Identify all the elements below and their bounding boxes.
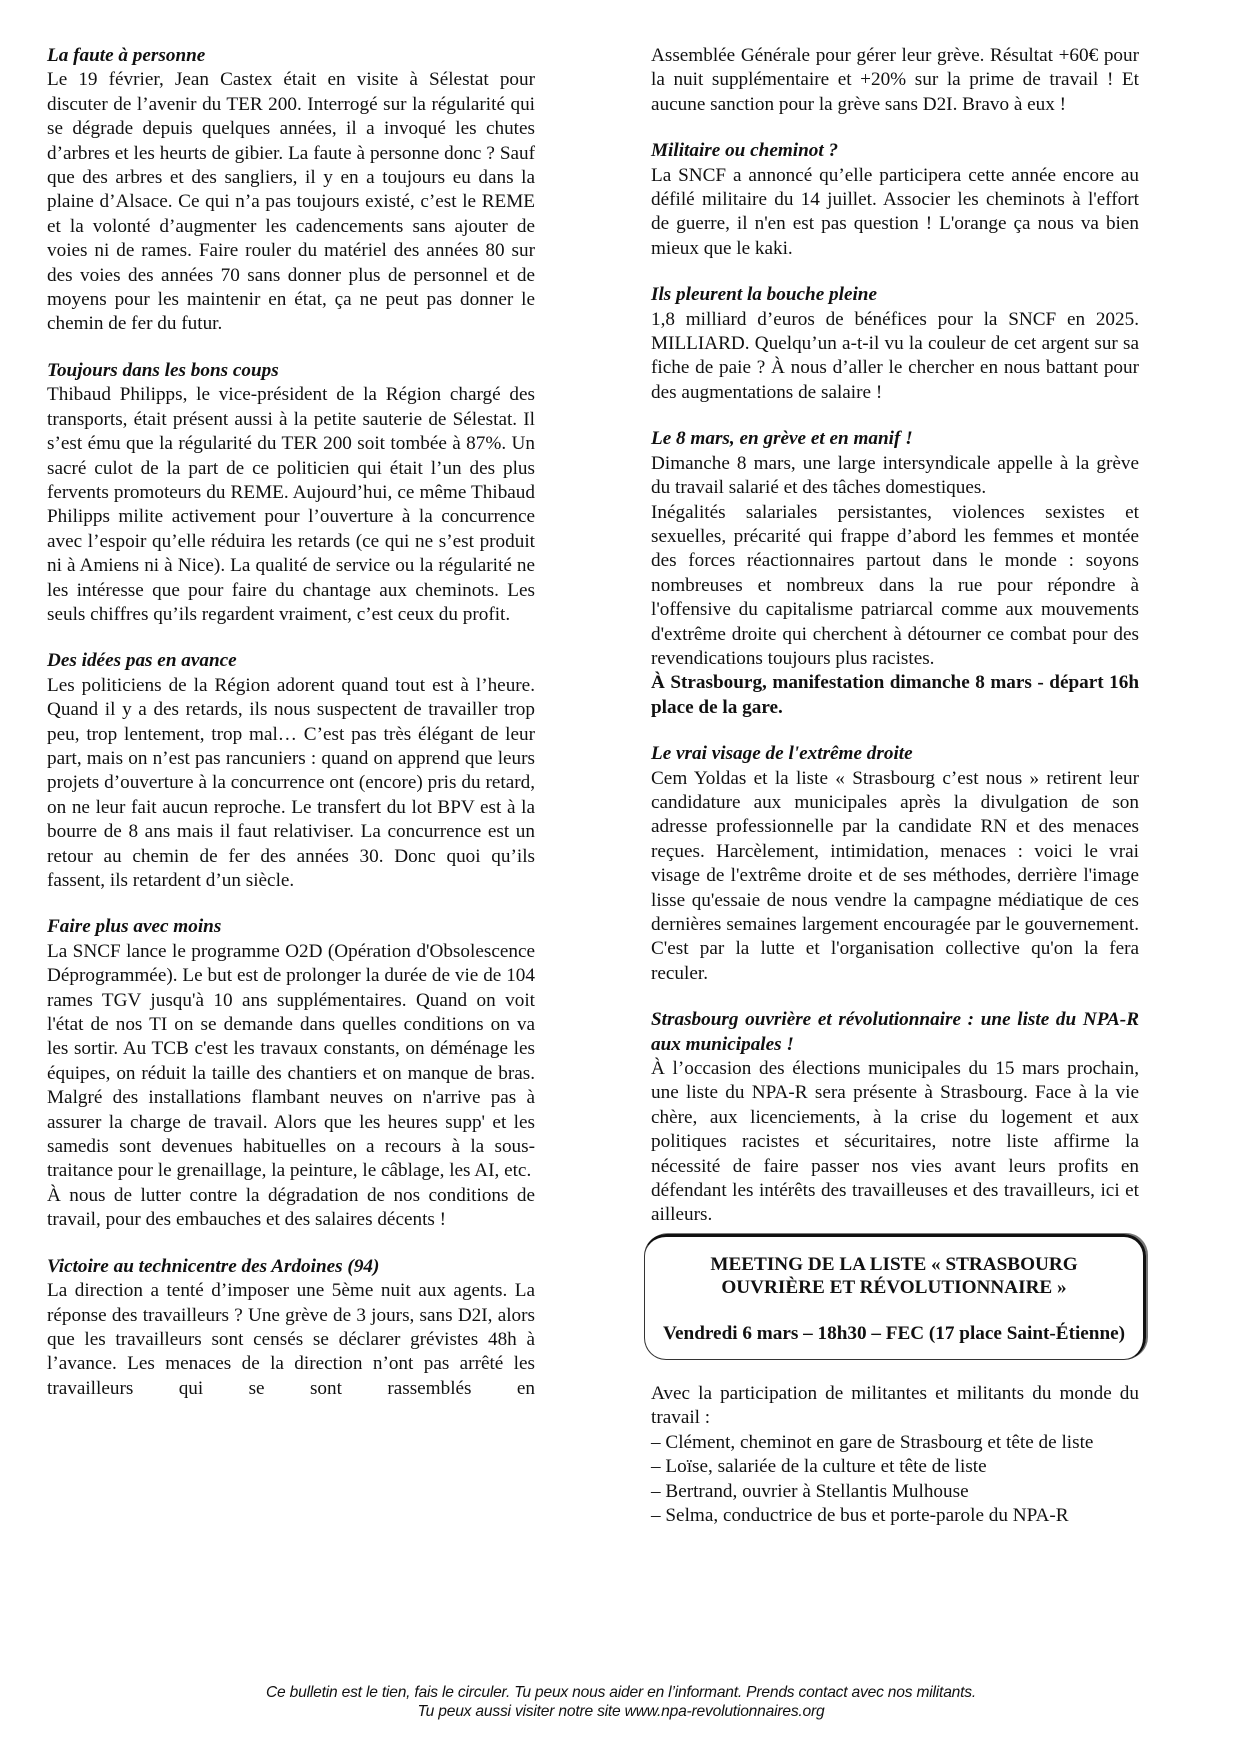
article-title: Militaire ou cheminot ?: [651, 140, 839, 162]
article-title: Le vrai visage de l'extrême droite: [651, 743, 913, 765]
meeting-title: MEETING DE LA LISTE « STRASBOURG OUVRIÈRE ET RÉVOLUTIONNAIRE »: [710, 1253, 1078, 1298]
left-column: [47, 44, 535, 1423]
article-paragraph: Les politiciens de la Région adorent quand tout est à l’heure. Quand il y a des retards, ils nous suspectent de travailler trop peu, trop lentement, trop mal… C’est pas très élégant de leur part, mais on n’est pas rancuniers : quand on apprend que leurs projets d’ouverture à la concurrence ont (encore) pris du retard, on ne leur fait aucun reproche. Le transfert du lot BPV est à la bourre de 8 ans mais il faut relativiser. La concurrence est un retour au chemin de fer des années 30. Donc quoi qu’ils fassent, ils retardent d’un siècle.: [47, 674, 535, 891]
article-title: Le 8 mars, en grève et en manif !: [651, 428, 913, 450]
article-victoire-ardoines: [47, 1255, 535, 1401]
article-liste-npa-r: [651, 1008, 1139, 1228]
article-militaire-ou-cheminot: [651, 139, 1139, 261]
footer-line-2: Tu peux aussi visiter notre site www.npa-revolutionnaires.org: [417, 1703, 825, 1720]
article-paragraph: La SNCF lance le programme O2D (Opération d'Obsolescence Déprogrammée). Le but est de prolonger la durée de vie de 104 rames TGV jusqu'à 10 ans supplémentaires. Quand on voit l'état de nos TI on se demande dans quelles conditions on va les sortir. Au TCB c'est les travaux constants, on déménage les équipes, on réduit la taille des chantiers et on manque de bras. Malgré des installations flambant neuves on n'arrive pas à assurer la charge de travail. Alors que les heures supp' et les samedis sont devenues habituelles on a recours à la sous-traitance pour le grenaillage, la peinture, le câblage, les AI, etc.: [47, 940, 535, 1182]
article-paragraph: À nous de lutter contre la dégradation de nos conditions de travail, pour des embauches et des salaires décents !: [47, 1184, 535, 1231]
meeting-details: Vendredi 6 mars – 18h30 – FEC (17 place Saint-Étienne): [662, 1322, 1126, 1344]
article-paragraph: La SNCF a annoncé qu’elle participera cette année encore au défilé militaire du 14 juillet. Associer les cheminots à l'effort de guerre, il n'en est pas question ! L'orange ça nous va bien mieux que le kaki.: [651, 164, 1139, 259]
article-title: La faute à personne: [47, 45, 206, 66]
participants-list: [651, 1431, 1139, 1529]
meeting-announcement-box: [644, 1234, 1146, 1360]
article-paragraph: Le 19 février, Jean Castex était en visite à Sélestat pour discuter de l’avenir du TER 200. Interrogé sur la régularité qui se dégrade depuis quelques années, il a invoqué les chutes d’arbres et les heurts de gibier. La faute à personne donc ? Sauf que des arbres et des sangliers, il y en a toujours eu dans la plaine d’Alsace. Ce qui n’a pas toujours existé, c’est le REME et la volonté d’augmenter les cadencements sans ajouter de voies ni de rames. Faire rouler du matériel des années 80 sur des voies des années 70 sans donner plus de personnel et de moyens pour les maintenir en état, ça ne peut pas donner le chemin de fer du futur.: [47, 69, 535, 335]
article-paragraph: Cem Yoldas et la liste « Strasbourg c’est nous » retirent leur candidature aux municipales après la divulgation de son adresse professionnelle par la candidate RN et des menaces reçues. Harcèlement, intimidation, menaces : voici le vrai visage de l'extrême droite et de ses méthodes, derrière l'image lisse qu'essaie de nous vendre la campagne médiatique de ces dernières semaines largement encouragée par le gouvernement. C'est par la lutte et l'organisation collective qu'on la fera reculer.: [651, 767, 1139, 984]
article-paragraph: Inégalités salariales persistantes, violences sexistes et sexuelles, précarité qui frappe d’abord les femmes et montée des forces réactionnaires partout dans le monde : soyons nombreuses et nombreux dans la rue pour répondre à l'offensive du capitalisme patriarcal comme aux mouvements d'extrême droite qui cherchent à détourner ce combat pour des revendications toujours plus racistes.: [651, 501, 1139, 669]
article-paragraph: Thibaud Philipps, le vice-président de la Région chargé des transports, était présent aussi à la petite sauterie de Sélestat. Il s’est ému que la régularité du TER 200 soit tombée à 87%. Un sacré culot de la part de ce politicien qui était l’un des plus fervents promoteurs du REME. Aujourd’hui, ce même Thibaud Philipps milite activement pour l’ouverture à la concurrence avec l’espoir qu’elle réduira les retards (ce qui ne s’est produit ni à Amiens ni à Nice). La qualité de service ou la régularité ne les intéresse que pour faire du chantage aux cheminots. Les seuls chiffres qu’ils regardent vraiment, c’est ceux du profit.: [47, 384, 535, 625]
article-title: Strasbourg ouvrière et révolutionnaire : une liste du NPA-R aux municipales !: [651, 1009, 1139, 1055]
article-bons-coups: [47, 359, 535, 627]
footer: [0, 1683, 1242, 1721]
article-paragraph: À l’occasion des élections municipales du 15 mars prochain, une liste du NPA-R sera présente à Strasbourg. Face à la vie chère, aux licenciements, à la crise du logement et aux politiques racistes et sécuritaires, notre liste affirme la nécessité de faire passer nos vies avant leurs profits en défendant les intérêts des travailleuses et des travailleurs, ici et ailleurs.: [651, 1058, 1139, 1226]
participant-item: – Selma, conductrice de bus et porte-parole du NPA-R: [651, 1504, 1069, 1526]
article-faute-a-personne: [47, 44, 535, 337]
participants-intro: Avec la participation de militantes et militants du monde du travail :: [651, 1382, 1139, 1429]
article-extreme-droite: [651, 742, 1139, 986]
demonstration-note: À Strasbourg, manifestation dimanche 8 mars - départ 16h place de la gare.: [651, 672, 1139, 718]
participant-item: – Loïse, salariée de la culture et tête de liste: [651, 1456, 987, 1478]
article-paragraph: La direction a tenté d’imposer une 5ème nuit aux agents. La réponse des travailleurs ? Une grève de 3 jours, sans D2I, alors que les travailleurs sont censés se déclarer grévistes 48h à l’avance. Les menaces de la direction n’ont pas arrêté les travailleurs qui se sont rassemblés en: [47, 1280, 535, 1399]
participant-item: – Bertrand, ouvrier à Stellantis Mulhouse: [651, 1480, 969, 1502]
footer-line-1: Ce bulletin est le tien, fais le circuler. Tu peux nous aider en l’informant. Prends contact avec nos militants.: [266, 1684, 976, 1701]
article-bouche-pleine: [651, 283, 1139, 405]
article-title: Victoire au technicentre des Ardoines (94): [47, 1255, 380, 1277]
right-column: [651, 44, 1139, 1528]
participant-item: – Clément, cheminot en gare de Strasbourg et tête de liste: [651, 1431, 1094, 1453]
article-title: Des idées pas en avance: [47, 650, 237, 672]
article-faire-plus-avec-moins: [47, 915, 535, 1232]
article-continuation: Assemblée Générale pour gérer leur grève. Résultat +60€ pour la nuit supplémentaire et +20% sur la prime de travail ! Et aucune sanction pour la grève sans D2I. Bravo à eux !: [651, 45, 1139, 115]
article-paragraph: Dimanche 8 mars, une large intersyndicale appelle à la grève du travail salarié et des tâches domestiques.: [651, 452, 1139, 499]
article-idees-pas-en-avance: [47, 649, 535, 893]
article-8-mars: [651, 427, 1139, 720]
article-title: Ils pleurent la bouche pleine: [651, 284, 877, 306]
article-title: Toujours dans les bons coups: [47, 359, 279, 381]
article-title: Faire plus avec moins: [47, 916, 222, 938]
article-paragraph: 1,8 milliard d’euros de bénéfices pour la SNCF en 2025. MILLIARD. Quelqu’un a-t-il vu la couleur de cet argent sur sa fiche de paie ? À nous d’aller le chercher en nous battant pour des augmentations de salaire !: [651, 308, 1139, 403]
